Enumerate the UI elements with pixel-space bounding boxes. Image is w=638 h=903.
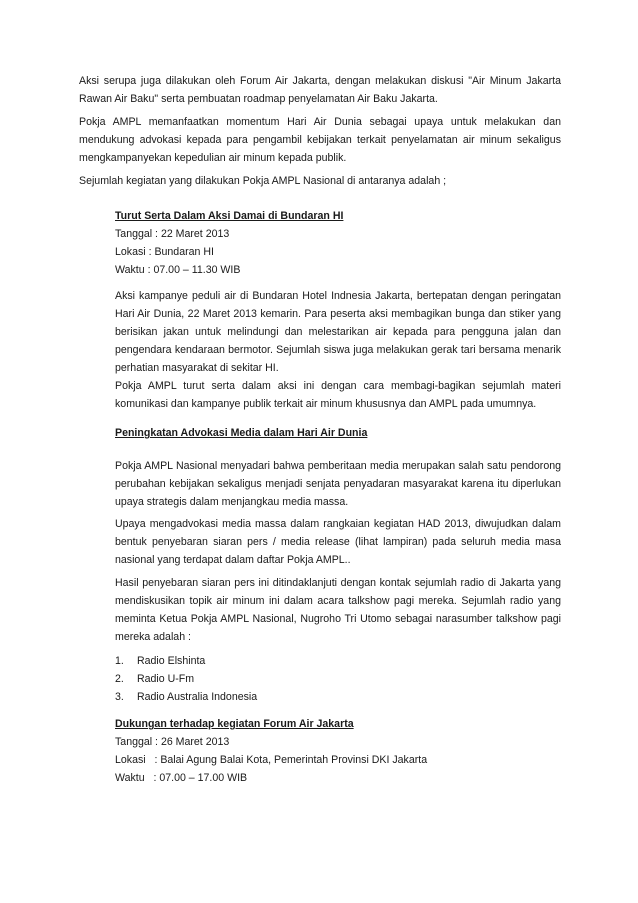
section-1-title: Turut Serta Dalam Aksi Damai di Bundaran HI [115, 210, 344, 222]
list-item [115, 688, 555, 706]
section-3-title: Dukungan terhadap kegiatan Forum Air Jakarta [115, 718, 354, 730]
list-item-number: 3. [115, 691, 124, 703]
section-1-date: Tanggal : 22 Maret 2013 [115, 228, 230, 240]
list-item-label: Radio Elshinta [137, 655, 206, 667]
section-3-location: Lokasi : Balai Agung Balai Kota, Pemerintah Provinsi DKI Jakarta [115, 754, 428, 766]
section-2-title: Peningkatan Advokasi Media dalam Hari Air Dunia [115, 427, 368, 439]
list-item-number: 2. [115, 673, 124, 685]
list-item-label: Radio U-Fm [137, 673, 195, 685]
section-2-paragraph-2: Upaya mengadvokasi media massa dalam rangkaian kegiatan HAD 2013, diwujudkan dalam bentuk penyebaran siaran pers / media release (lihat lampiran) pada seluruh media masa nasional yang terdapat dalam daftar Pokja AMPL.. [115, 518, 561, 566]
section-1-paragraph-1: Aksi kampanye peduli air di Bundaran Hotel Indnesia Jakarta, bertepatan dengan peringatan Hari Air Dunia, 22 Maret 2013 kemarin. Para peserta aksi membagikan bunga dan stiker yang berisikan jakan untuk melindungi dan melestarikan air kepada para pengguna jalan dan pengendara kendaraan bermotor. Sejumlah siswa juga melakukan gerak tari bersama menarik perhatian masyarakat di sekitar HI. [115, 290, 561, 374]
section-2-paragraph-1: Pokja AMPL Nasional menyadari bahwa pemberitaan media merupakan salah satu pendorong perubahan kebijakan sekaligus menjadi senjata penyadaran masyarakat karena itu diperlukan upaya strategis dalam menjangkau media massa. [115, 460, 561, 508]
list-item [115, 652, 555, 670]
radio-list [115, 652, 555, 706]
section-2-paragraph-3: Hasil penyebaran siaran pers ini ditindaklanjuti dengan kontak sejumlah radio di Jakarta yang mendiskusikan topik air minum ini dalam acara talkshow pagi mereka. Sejumlah radio yang meminta Ketua Pokja AMPL Nasional, Nugroho Tri Utomo sebagai narasumber talkshow pagi mereka adalah : [115, 577, 561, 643]
list-item [115, 670, 555, 688]
list-item-label: Radio Australia Indonesia [137, 691, 258, 703]
section-1-header [115, 207, 561, 279]
section-1-time: Waktu : 07.00 – 11.30 WIB [115, 264, 241, 276]
section-3-time: Waktu : 07.00 – 17.00 WIB [115, 772, 248, 784]
section-3-date: Tanggal : 26 Maret 2013 [115, 736, 230, 748]
intro-paragraph-3: Sejumlah kegiatan yang dilakukan Pokja AMPL Nasional di antaranya adalah ; [79, 175, 447, 187]
section-1-paragraph-2: Pokja AMPL turut serta dalam aksi ini dengan cara membagi-bagikan sejumlah materi komunikasi dan kampanye publik terkait air minum khususnya dan AMPL pada umumnya. [115, 380, 561, 410]
section-3-header [115, 715, 561, 787]
section-1-location: Lokasi : Bundaran HI [115, 246, 214, 258]
list-item-number: 1. [115, 655, 124, 667]
intro-paragraph-1: Aksi serupa juga dilakukan oleh Forum Air Jakarta, dengan melakukan diskusi "Air Minum Jakarta Rawan Air Baku" serta pembuatan roadmap penyelamatan Air Baku Jakarta. [79, 75, 561, 105]
intro-paragraph-2: Pokja AMPL memanfaatkan momentum Hari Air Dunia sebagai upaya untuk melakukan dan mendukung advokasi kepada para pengambil kebijakan terkait penyelamatan air minum sekaligus mengkampanyekan kepedulian air minum kepada publik. [79, 116, 561, 164]
